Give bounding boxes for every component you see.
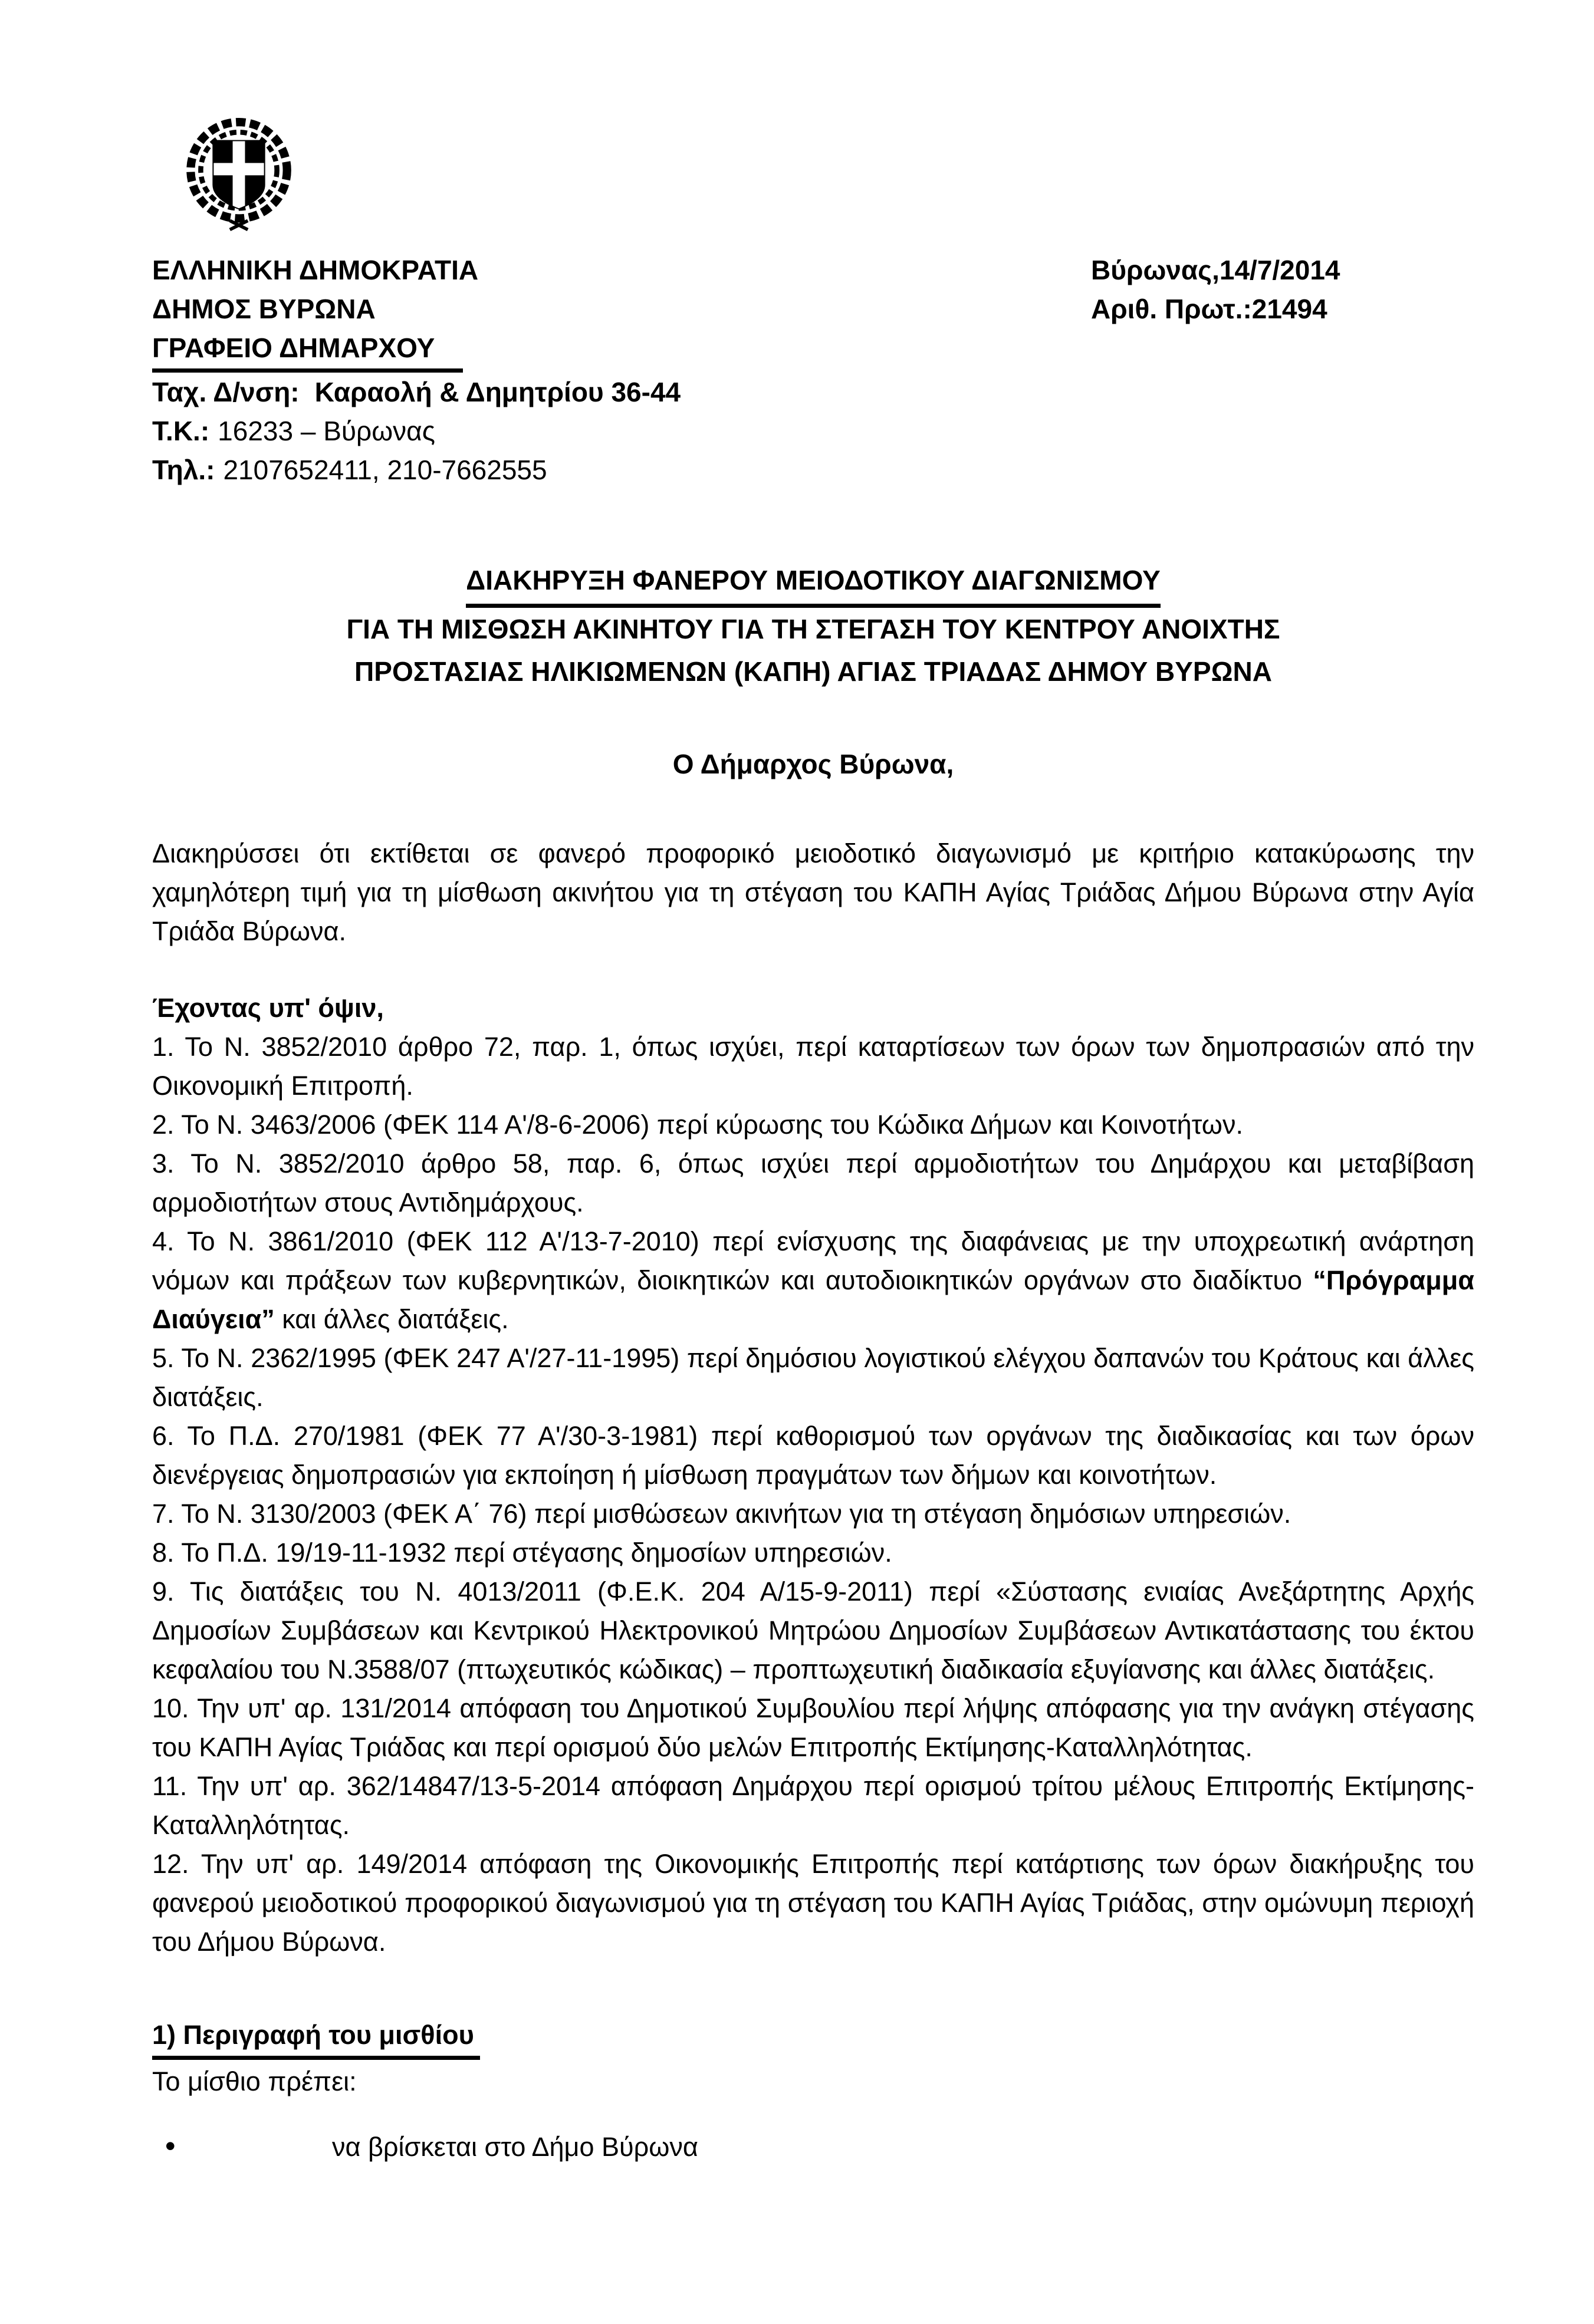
greek-coat-of-arms-icon — [183, 112, 295, 235]
legal-item-8: 8. Το Π.Δ. 19/19-11-1932 περί στέγασης δημοσίων υπηρεσιών. — [152, 1538, 892, 1568]
having-regard-heading: Έχοντας υπ' όψιν, — [152, 993, 384, 1023]
org-line-1: ΕΛΛΗΝΙΚΗ ΔΗΜΟΚΡΑΤΙΑ — [152, 255, 479, 285]
title-line-3: ΠΡΟΣΤΑΣΙΑΣ ΗΛΙΚΙΩΜΕΝΩΝ (ΚΑΠΗ) ΑΓΙΑΣ ΤΡΙΑΔΑΣ ΔΗΜΟΥ ΒΥΡΩΝΑ — [354, 656, 1272, 687]
office-title: ΓΡΑΦΕΙΟ ΔΗΜΑΡΧΟΥ — [152, 328, 463, 373]
requirements-list — [152, 2128, 1474, 2167]
intro-paragraph: Διακηρύσσει ότι εκτίθεται σε φανερό προφορικό μειοδοτικό διαγωνισμό με κριτήριο κατακύρωσης την χαμηλότερη τιμή για τη μίσθωση ακινήτου για τη στέγαση του ΚΑΠΗ Αγίας Τριάδας Δήμου Βύρωνα στην Αγία Τριάδα Βύρωνα. — [152, 838, 1474, 946]
phone-label: Τηλ.: — [152, 455, 215, 485]
requirement-text: να βρίσκεται στο Δήμο Βύρωνα — [332, 2132, 698, 2162]
title-line-2: ΓΙΑ ΤΗ ΜΙΣΘΩΣΗ ΑΚΙΝΗΤΟΥ ΓΙΑ ΤΗ ΣΤΕΓΑΣΗ ΤΟΥ ΚΕΝΤΡΟΥ ΑΝΟΙΧΤΗΣ — [346, 614, 1280, 644]
phone-line — [152, 450, 681, 489]
letterhead-left — [152, 251, 681, 489]
document-title — [152, 559, 1474, 693]
letterhead-right — [1091, 251, 1474, 328]
legal-item-3: 3. Το Ν. 3852/2010 άρθρο 58, παρ. 6, όπως ισχύει περί αρμοδιοτήτων του Δημάρχου και μεταβίβαση αρμοδιοτήτων στους Αντιδημάρχους. — [152, 1148, 1474, 1217]
legal-item-1: 1. Το Ν. 3852/2010 άρθρο 72, παρ. 1, όπως ισχύει, περί καταρτίσεων των όρων των δημοπρασιών από την Οικονομική Επιτροπή. — [152, 1032, 1474, 1101]
section-1-lead: Το μίσθιο πρέπει: — [152, 2066, 357, 2096]
title-line-1: ΔΙΑΚΗΡΥΞΗ ΦΑΝΕΡΟΥ ΜΕΙΟΔΟΤΙΚΟΥ ΔΙΑΓΩΝΙΣΜΟΥ — [152, 559, 1474, 608]
legal-item-2: 2. Το Ν. 3463/2006 (ΦΕΚ 114 Α'/8-6-2006) περί κύρωσης του Κώδικα Δήμων και Κοινοτήτων. — [152, 1110, 1243, 1140]
address-line — [152, 373, 681, 412]
bullet-icon: • — [165, 2129, 176, 2162]
org-line-2: ΔΗΜΟΣ ΒΥΡΩΝΑ — [152, 294, 376, 324]
legal-item-9: 9. Τις διατάξεις του Ν. 4013/2011 (Φ.Ε.Κ. 204 Α/15-9-2011) περί «Σύστασης ενιαίας Ανεξάρτητης Αρχής Δημοσίων Συμβάσεων και Κεντρικού Ηλεκτρονικού Μητρώου Δημοσίων Συμβάσεων Αντικατάστασης του έκτου κεφαλαίου του Ν.3588/07 (πτωχευτικός κώδικας) – προπτωχευτική διαδικασία εξυγίανσης και άλλες διατάξεις. — [152, 1576, 1474, 1684]
city-date: Βύρωνας,14/7/2014 — [1091, 255, 1340, 285]
legal-item-5: 5. Το Ν. 2362/1995 (ΦΕΚ 247 Α'/27-11-1995) περί δημόσιου λογιστικού ελέγχου δαπανών του Κράτους και άλλες διατάξεις. — [152, 1343, 1474, 1412]
letterhead — [152, 251, 1474, 489]
postal-line — [152, 412, 681, 450]
address-label: Ταχ. Δ/νση: — [152, 377, 300, 407]
phone-value: 2107652411, 210-7662555 — [223, 455, 547, 485]
section-1-heading: 1) Περιγραφή του μισθίου — [152, 2016, 1474, 2060]
legal-item-11: 11. Την υπ' αρ. 362/14847/13-5-2014 απόφαση Δημάρχου περί ορισμού τρίτου μέλους Επιτροπής Εκτίμησης-Καταλληλότητας. — [152, 1771, 1474, 1840]
address-value: Καραολή & Δημητρίου 36-44 — [314, 377, 681, 407]
coat-of-arms-logo — [183, 112, 1474, 246]
legal-item-10: 10. Την υπ' αρ. 131/2014 απόφαση του Δημοτικού Συμβουλίου περί λήψης απόφασης για την ανάγκη στέγασης του ΚΑΠΗ Αγίας Τριάδας και περί ορισμού δύο μελών Επιτροπής Εκτίμησης-Καταλληλότητας. — [152, 1693, 1474, 1762]
legal-considerations-list — [152, 1028, 1474, 1961]
protocol-number: Αριθ. Πρωτ.:21494 — [1091, 294, 1327, 324]
requirement-item-1 — [152, 2128, 1474, 2167]
postal-label: Τ.Κ.: — [152, 416, 210, 446]
postal-value: 16233 – Βύρωνας — [218, 416, 435, 446]
legal-item-4: 4. Το Ν. 3861/2010 (ΦΕΚ 112 Α'/13-7-2010) περί ενίσχυσης της διαφάνειας με την υποχρεωτική ανάρτηση νόμων και πράξεων των κυβερνητικών, διοικητικών και αυτοδιοικητικών οργάνων στο διαδίκτυο “Πρόγραμμα Διαύγεια” και άλλες διατάξεις. — [152, 1226, 1474, 1334]
legal-item-12: 12. Την υπ' αρ. 149/2014 απόφαση της Οικονομικής Επιτροπής περί κατάρτισης των όρων διακήρυξης του φανερού μειοδοτικού προφορικού διαγωνισμού για τη στέγαση του ΚΑΠΗ Αγίας Τριάδας, στην ομώνυμη περιοχή του Δήμου Βύρωνα. — [152, 1849, 1474, 1957]
legal-item-7: 7. Το Ν. 3130/2003 (ΦΕΚ Α΄ 76) περί μισθώσεων ακινήτων για τη στέγαση δημόσιων υπηρεσιών. — [152, 1499, 1291, 1529]
org-line-3 — [152, 328, 681, 373]
issuer-line: Ο Δήμαρχος Βύρωνα, — [672, 749, 954, 779]
legal-item-6: 6. Το Π.Δ. 270/1981 (ΦΕΚ 77 Α'/30-3-1981) περί καθορισμού των οργάνων της διαδικασίας και των όρων διενέργειας δημοπρασιών για εκποίηση ή μίσθωση πραγμάτων των δήμων και κοινοτήτων. — [152, 1421, 1474, 1490]
